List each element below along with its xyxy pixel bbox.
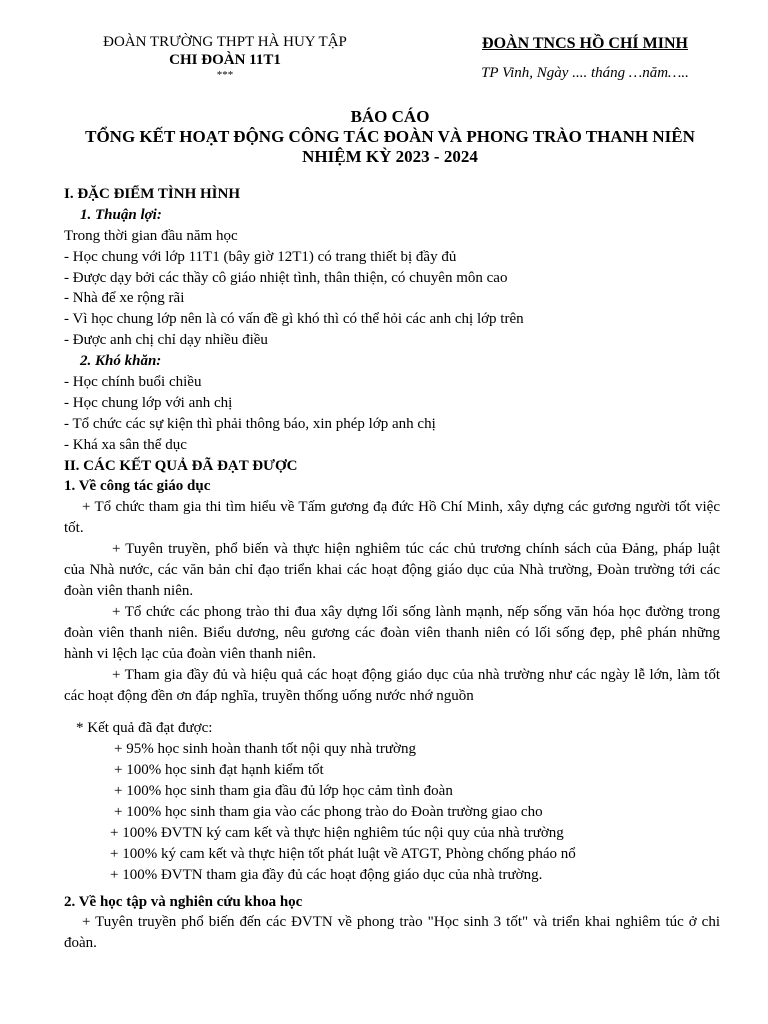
advantage-item: - Học chung với lớp 11T1 (bây giờ 12T1) có trang thiết bị đầy đủ [64, 248, 457, 265]
education-paragraph: + Tuyên truyền, phổ biến và thực hiện nghiêm túc các chủ trương chính sách của Đảng, pháp luật của Nhà nước, các văn bản chỉ đạo triển khai các hoạt động giáo dục của Nhà trường, Đoàn trường tới các đoàn viên thanh niên. [64, 541, 720, 599]
section-heading-1: I. ĐẶC ĐIỂM TÌNH HÌNH [64, 186, 240, 202]
education-paragraph: + Tổ chức tham gia thi tìm hiểu về Tấm gương đạ đức Hồ Chí Minh, xây dựng các gương người tốt việc tốt. [64, 499, 720, 537]
decorative-stars: *** [216, 69, 234, 81]
advantage-item: - Nhà để xe rộng rãi [64, 290, 185, 307]
result-item: + 100% học sinh đạt hạnh kiểm tốt [114, 762, 324, 779]
spacer [64, 706, 720, 718]
report-title [40, 107, 740, 167]
title-line-1: BÁO CÁO [350, 107, 430, 126]
result-item: + 100% ký cam kết và thực hiện tốt phát luật về ATGT, Phòng chống pháo nổ [110, 845, 576, 862]
education-work-heading: 1. Về công tác giáo dục [64, 478, 211, 495]
difficulty-item: - Học chung lớp với anh chị [64, 394, 233, 411]
school-union-name: ĐOÀN TRƯỜNG THPT HÀ HUY TẬP [103, 34, 347, 50]
results-intro: * Kết quả đã đạt được: [76, 720, 213, 737]
section-heading-2: II. CÁC KẾT QUẢ ĐÃ ĐẠT ĐƯỢC [64, 457, 298, 474]
title-line-3: NHIỆM KỲ 2023 - 2024 [302, 147, 478, 166]
youth-union-name: ĐOÀN TNCS HỒ CHÍ MINH [482, 35, 688, 52]
advantage-item: - Được dạy bởi các thầy cô giáo nhiệt tình, thân thiện, có chuyên môn cao [64, 269, 508, 286]
header-left-block [60, 33, 390, 81]
education-paragraph: + Tham gia đầy đủ và hiệu quả các hoạt động giáo dục của nhà trường như các ngày lễ lớn, làm tốt các hoạt động đền ơn đáp nghĩa, truyền thống uống nước nhớ nguồn [64, 666, 720, 704]
advantages-heading: 1. Thuận lợi: [80, 206, 162, 223]
advantage-item: Trong thời gian đầu năm học [64, 227, 238, 244]
study-research-heading: 2. Về học tập và nghiên cứu khoa học [64, 893, 303, 910]
class-branch-name: CHI ĐOÀN 11T1 [169, 52, 281, 68]
difficulty-item: - Học chính buổi chiều [64, 374, 202, 391]
result-item: + 100% ĐVTN ký cam kết và thực hiện nghiêm túc nội quy của nhà trường [110, 824, 564, 841]
report-body [64, 184, 720, 954]
title-line-2: TỔNG KẾT HOẠT ĐỘNG CÔNG TÁC ĐOÀN VÀ PHONG TRÀO THANH NIÊN [85, 127, 695, 146]
difficulty-item: - Tổ chức các sự kiện thì phải thông báo, xin phép lớp anh chị [64, 415, 436, 432]
place-date-line: TP Vinh, Ngày .... tháng …năm….. [481, 65, 689, 81]
study-paragraph: + Tuyên truyền phổ biến đến các ĐVTN về phong trào "Học sinh 3 tốt" và triển khai nghiêm túc ở chi đoàn. [64, 914, 720, 952]
advantage-item: - Vì học chung lớp nên là có vấn đề gì khó thì có thể hỏi các anh chị lớp trên [64, 311, 524, 328]
result-item: + 100% ĐVTN tham gia đầy đủ các hoạt động giáo dục của nhà trường. [110, 866, 543, 883]
header-right-block [440, 34, 730, 82]
result-item: + 100% học sinh tham gia đầu đủ lớp học cảm tình đoàn [114, 783, 453, 800]
result-item: + 100% học sinh tham gia vào các phong trào do Đoàn trường giao cho [114, 803, 543, 820]
difficulty-item: - Khá xa sân thể dục [64, 436, 187, 453]
education-paragraph: + Tổ chức các phong trào thi đua xây dựng lối sống lành mạnh, nếp sống văn hóa học đường trong đoàn viên thanh niên. Biểu dương, nêu gương các đoàn viên thanh niên có lối sống đẹp, phê phán những hành vi lệch lạc của đoàn viên thanh niên. [64, 603, 720, 662]
result-item: + 95% học sinh hoàn thanh tốt nội quy nhà trường [114, 741, 416, 758]
difficulties-heading: 2. Khó khăn: [80, 353, 162, 370]
advantage-item: - Được anh chị chỉ dạy nhiều điều [64, 332, 268, 349]
